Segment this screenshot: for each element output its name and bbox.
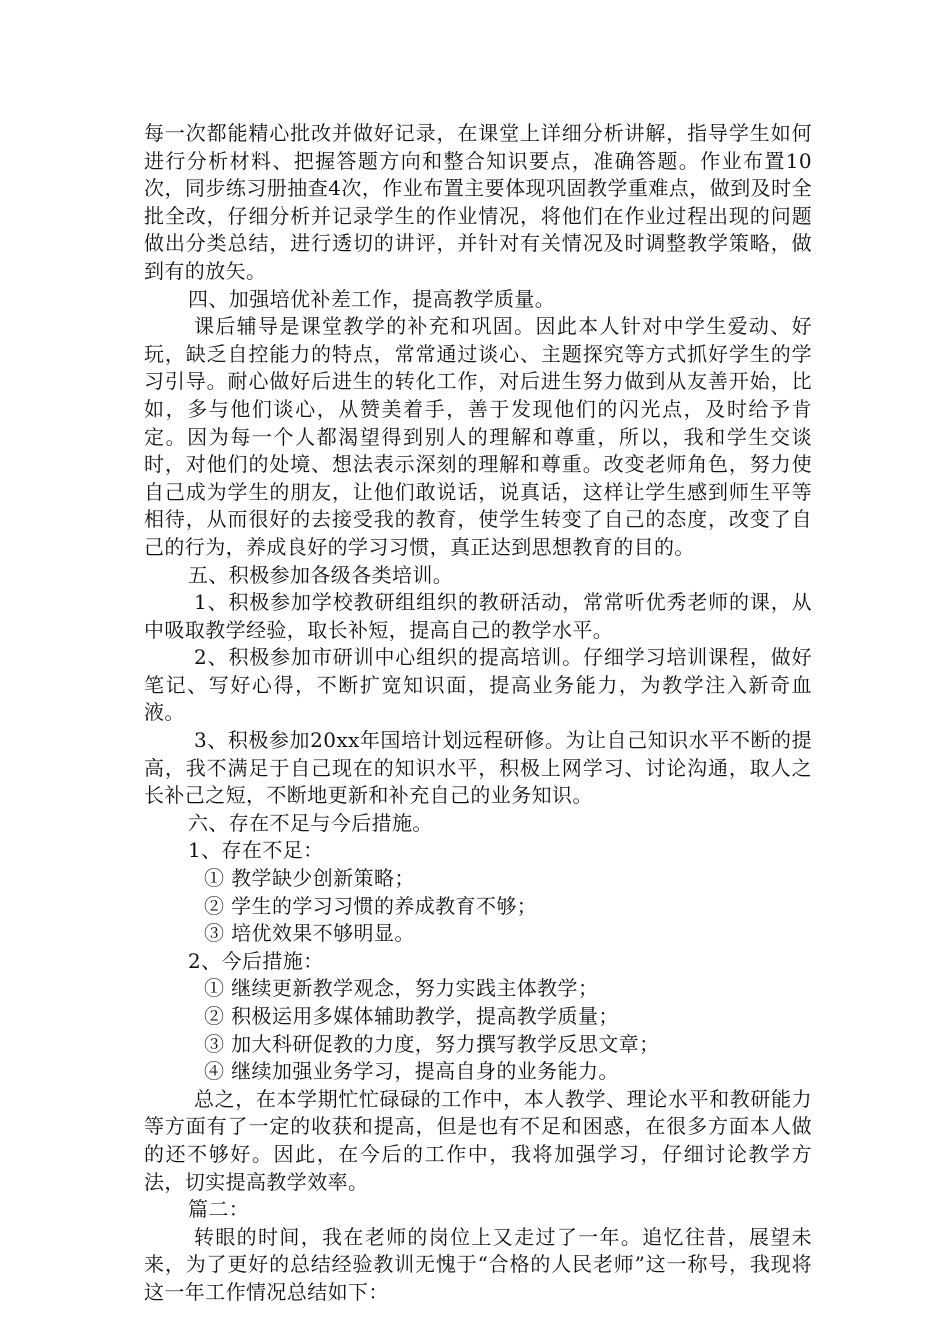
list-item: ② 积极运用多媒体辅助教学，提高教学质量； [204,1004,619,1028]
body-paragraph: 课后辅导是课堂教学的补充和巩固。因此本人针对中学生爱动、好玩，缺乏自控能力的特点，常常通过谈心、主题探究等方式抓好学生的学习引导。耐心做好后进生的转化工作，对后进生努力做到从友善开始，比如，多与他们谈心，从赞美着手，善于发现他们的闪光点，及时给予肯定。因为每一个人都渴望得到别人的理解和尊重，所以，我和学生交谈时，对他们的处境、想法表示深刻的理解和尊重。改变老师角色，努力使自己成为学生的朋友，让他们敢说话，说真话，这样让学生感到师生平等相待，从而很好的去接受我的教育，使学生转变了自己的态度，改变了自己的行为，养成良好的学习习惯，真正达到思想教育的目的。 [144,314,812,559]
list-item: ① 教学缺少创新策略； [204,866,415,891]
list-item: ② 学生的学习习惯的养成教育不够； [204,893,538,918]
section-heading-four: 四、加强培优补差工作，提高教学质量。 [188,286,556,311]
body-paragraph: 3、积极参加20xx年国培计划远程研修。为让自己知识水平不断的提高，我不满足于自己现在的知识水平，积极上网学习、讨论沟通，取人之长补己之短，不断地更新和补充自己的业务知识。 [144,728,812,808]
list-item: ③ 加大科研促教的力度，努力撰写教学反思文章； [204,1031,660,1056]
body-paragraph: 转眼的时间，我在老师的岗位上又走过了一年。追忆往昔，展望未来，为了更好的总结经验教训无愧于“合格的人民老师”这一称号，我现将这一年工作情况总结如下： [144,1224,812,1304]
body-paragraph: 2、积极参加市研训中心组织的提高培训。仔细学习培训课程，做好笔记、写好心得，不断扩宽知识面，提高业务能力，为教学注入新奇血液。 [144,645,812,725]
part-two-heading: 篇二： [188,1197,250,1222]
list-item: ① 继续更新教学观念，努力实践主体教学； [204,976,599,1001]
body-paragraph: 每一次都能精心批改并做好记录，在课堂上详细分析讲解，指导学生如何进行分析材料、把握答题方向和整合知识要点，准确答题。作业布置10次，同步练习册抽查4次，作业布置主要体现巩固教学重难点，做到及时全批全改，仔细分析并记录学生的作业情况，将他们在作业过程出现的问题做出分类总结，进行透切的讲评，并针对有关情况及时调整教学策略，做到有的放矢。 [144,121,812,283]
subheading-shortcomings: 1、存在不足： [188,838,324,863]
body-paragraph: 1、积极参加学校教研组组织的教研活动，常常听优秀老师的课，从中吸取教学经验，取长补短，提高自己的教学水平。 [144,590,812,642]
body-paragraph: 总之，在本学期忙忙碌碌的工作中，本人教学、理论水平和教研能力等方面有了一定的收获和提高，但是也有不足和困惑，在很多方面本人做的还不够好。因此，在今后的工作中，我将加强学习，仔细讨论教学方法，切实提高教学效率。 [144,1086,812,1194]
document-body [144,120,812,1307]
list-item: ④ 继续加强业务学习，提高自身的业务能力。 [204,1059,619,1084]
subheading-measures: 2、今后措施： [188,948,324,973]
section-heading-five: 五、积极参加各级各类培训。 [188,562,454,587]
section-heading-six: 六、存在不足与今后措施。 [188,810,433,835]
list-item: ③ 培优效果不够明显。 [204,921,415,946]
